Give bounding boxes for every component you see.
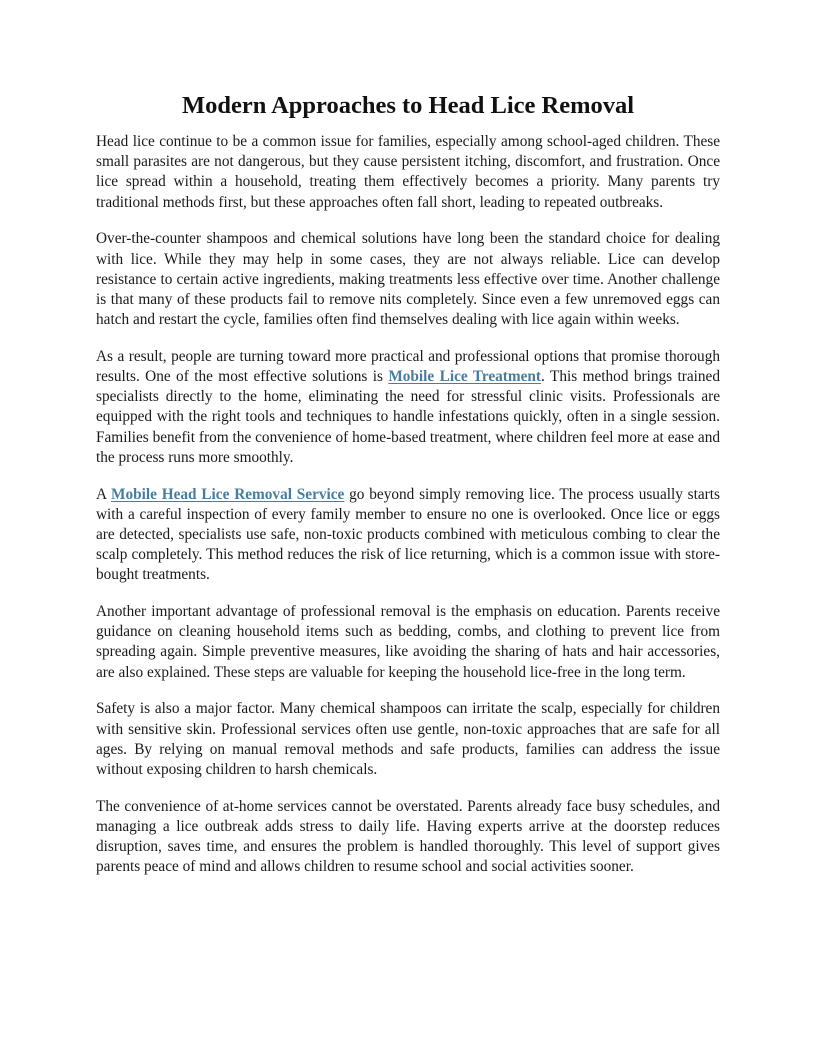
- paragraph-text: . This method brings trained specialists directly to the home, eliminating the need for stressful clinic visits. Professionals are equipped with the right tools and techniques to handle infestations quickly, often in a single session. Families benefit from the convenience of home-based treatment, where children feel more at ease and the process runs more smoothly.: [96, 368, 720, 466]
- paragraph-intro: Head lice continue to be a common issue for families, especially among school-aged children. These small parasites are not dangerous, but they cause persistent itching, discomfort, and frustration. Once lice spread within a household, treating them effectively becomes a priority. Many parents try traditional methods first, but these approaches often fall short, leading to repeated outbreaks.: [96, 133, 720, 211]
- mobile-head-lice-removal-service-link[interactable]: Mobile Head Lice Removal Service: [111, 485, 345, 503]
- paragraph-removal-service: [96, 485, 720, 586]
- paragraph-text: A: [96, 485, 112, 503]
- document-title: Modern Approaches to Head Lice Removal: [181, 92, 635, 119]
- document-page: [96, 90, 720, 894]
- paragraph-professional-options: [96, 347, 720, 468]
- paragraph-otc-shampoos: Over-the-counter shampoos and chemical solutions have long been the standard choice for dealing with lice. While they may help in some cases, they are not always reliable. Lice can develop resistance to certain active ingredients, making treatments less effective over time. Another challenge is that many of these products fail to remove nits completely. Since even a few unremoved eggs can hatch and restart the cycle, families often find themselves dealing with lice again within weeks.: [96, 230, 720, 329]
- paragraph-text: go beyond simply removing lice. The process usually starts with a careful inspection of every family member to ensure no one is overlooked. Once lice or eggs are detected, specialists use safe, non-toxic products combined with meticulous combing to clear the scalp completely. This method reduces the risk of lice returning, which is a common issue with store-bought treatments.: [96, 485, 720, 584]
- mobile-lice-treatment-link[interactable]: Mobile Lice Treatment: [388, 368, 542, 386]
- paragraph-education: Another important advantage of professional removal is the emphasis on education. Parents receive guidance on cleaning household items such as bedding, combs, and clothing to prevent lice from spreading again. Simple preventive measures, like avoiding the sharing of hats and hair accessories, are also explained. These steps are valuable for keeping the household lice-free in the long term.: [96, 603, 720, 681]
- paragraph-text: As a result, people are turning toward more practical and professional options that promise thorough results. One of the most effective solutions is: [96, 347, 720, 386]
- paragraph-safety: Safety is also a major factor. Many chemical shampoos can irritate the scalp, especially for children with sensitive skin. Professional services often use gentle, non-toxic approaches that are safe for all ages. By relying on manual removal methods and safe products, families can address the issue without exposing children to harsh chemicals.: [96, 700, 720, 778]
- paragraph-convenience: The convenience of at-home services cannot be overstated. Parents already face busy schedules, and managing a lice outbreak adds stress to daily life. Having experts arrive at the doorstep reduces disruption, saves time, and ensures the problem is handled thoroughly. This level of support gives parents peace of mind and allows children to resume school and social activities sooner.: [96, 797, 720, 876]
